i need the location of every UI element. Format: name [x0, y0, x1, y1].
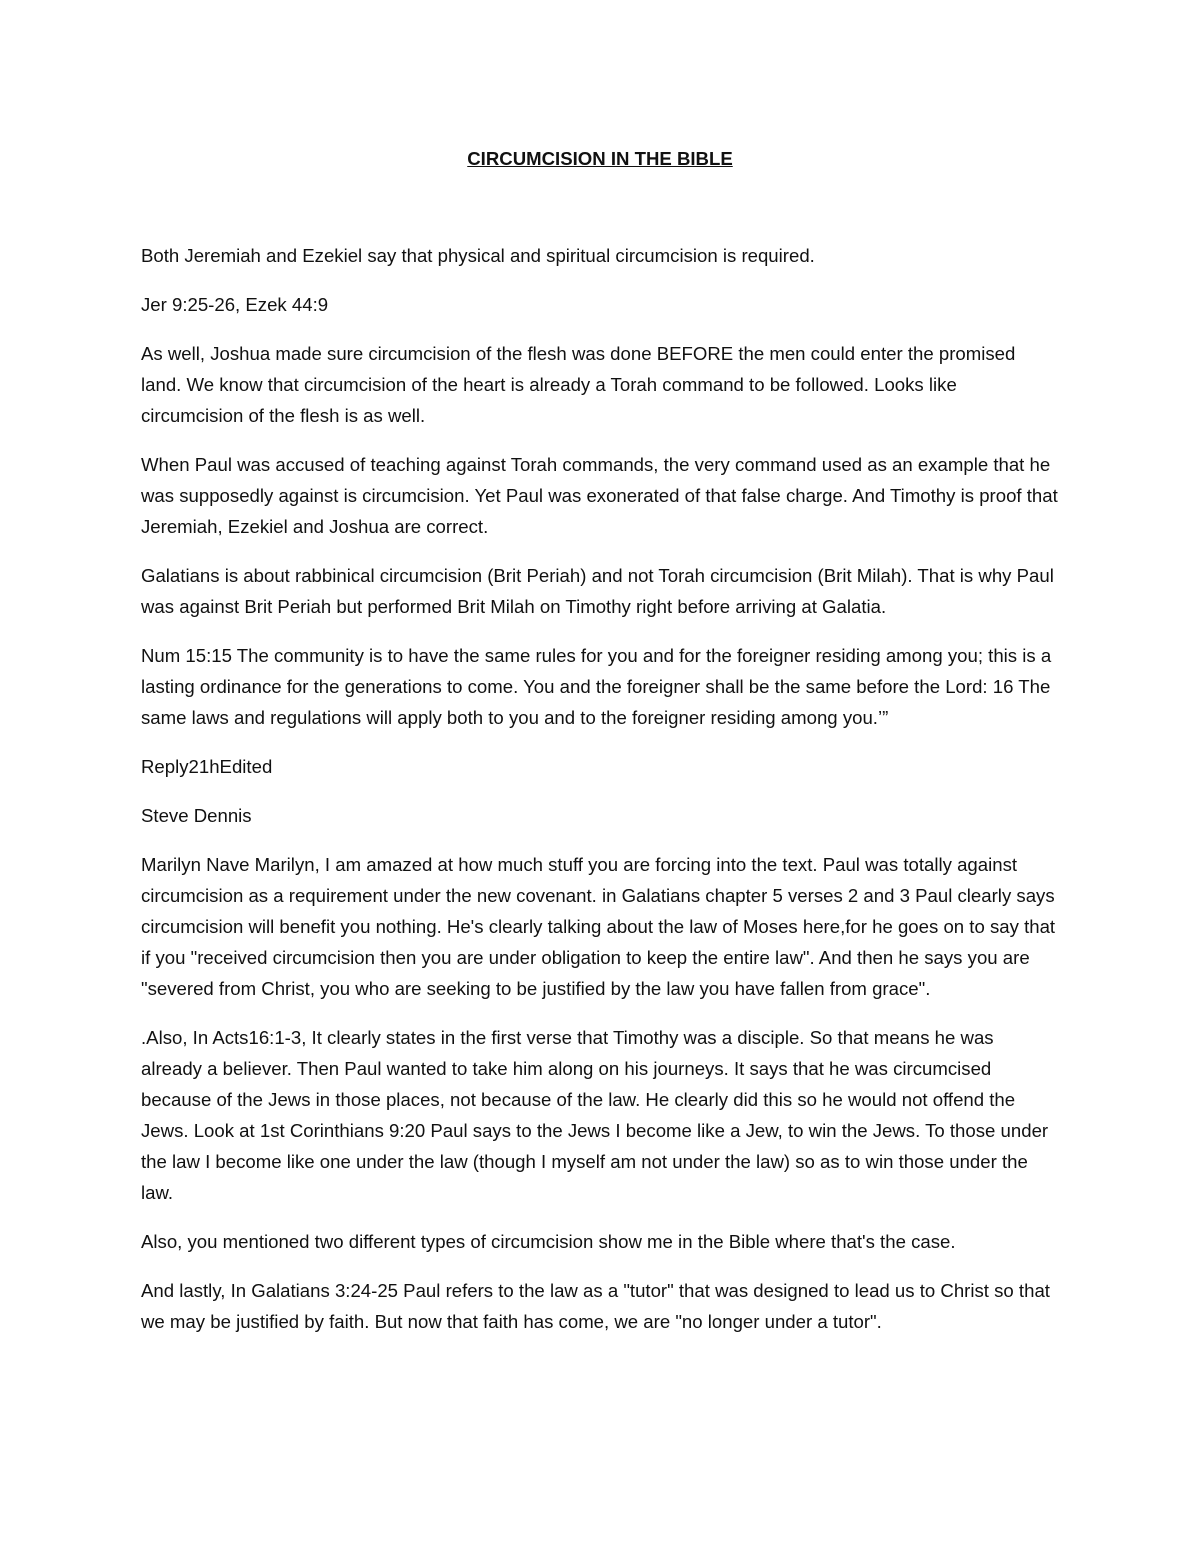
paragraph-response: Marilyn Nave Marilyn, I am amazed at how much stuff you are forcing into the text. Paul was totally against circumcision as a requirement under the new covenant. in Galatians chapter 5 verses 2 and 3 Paul clearly says circumcision will benefit you nothing. He's clearly talking about the law of Moses here,for he goes on to say that if you "received circumcision then you are under obligation to keep the entire law". And then he says you are "severed from Christ, you who are seeking to be justified by the law you have fallen from grace".: [141, 854, 1056, 999]
paragraph-tutor: And lastly, In Galatians 3:24-25 Paul refers to the law as a "tutor" that was designed to lead us to Christ so that we may be justified by faith. But now that faith has come, we are "no longer under a tutor".: [141, 1280, 1050, 1332]
paragraph-references: Jer 9:25-26, Ezek 44:9: [141, 294, 329, 315]
document-title: CIRCUMCISION IN THE BIBLE: [467, 148, 733, 169]
paragraph-galatians: Galatians is about rabbinical circumcision (Brit Periah) and not Torah circumcision (Brit Milah). That is why Paul was against Brit Periah but performed Brit Milah on Timothy right before arriving at Galatia.: [141, 565, 1054, 617]
paragraph-acts: .Also, In Acts16:1-3, It clearly states in the first verse that Timothy was a disciple. So that means he was already a believer. Then Paul wanted to take him along on his journeys. It says that he was circumcised because of the Jews in those places, not because of the law. He clearly did this so he would not offend the Jews. Look at 1st Corinthians 9:20 Paul says to the Jews I become like a Jew, to win the Jews. To those under the law I become like one under the law (though I myself am not under the law) so as to win those under the law.: [141, 1027, 1049, 1203]
paragraph-joshua: As well, Joshua made sure circumcision of the flesh was done BEFORE the men could enter the promised land. We know that circumcision of the heart is already a Torah command to be followed. Looks like circumcision of the flesh is as well.: [141, 343, 1016, 426]
paragraph-author: Steve Dennis: [141, 805, 252, 826]
paragraph-numbers-quote: Num 15:15 The community is to have the same rules for you and for the foreigner residing among you; this is a lasting ordinance for the generations to come. You and the foreigner shall be the same before the Lord: 16 The same laws and regulations will apply both to you and to the foreigner residing among you.’”: [141, 645, 1052, 728]
paragraph-intro: Both Jeremiah and Ezekiel say that physical and spiritual circumcision is required.: [141, 245, 815, 266]
paragraph-reply-meta: Reply21hEdited: [141, 756, 273, 777]
paragraph-paul-accused: When Paul was accused of teaching against Torah commands, the very command used as an example that he was supposedly against is circumcision. Yet Paul was exonerated of that false charge. And Timothy is proof that Jeremiah, Ezekiel and Joshua are correct.: [141, 454, 1058, 537]
paragraph-two-types: Also, you mentioned two different types of circumcision show me in the Bible where that's the case.: [141, 1231, 956, 1252]
document-body: [141, 240, 1059, 1355]
